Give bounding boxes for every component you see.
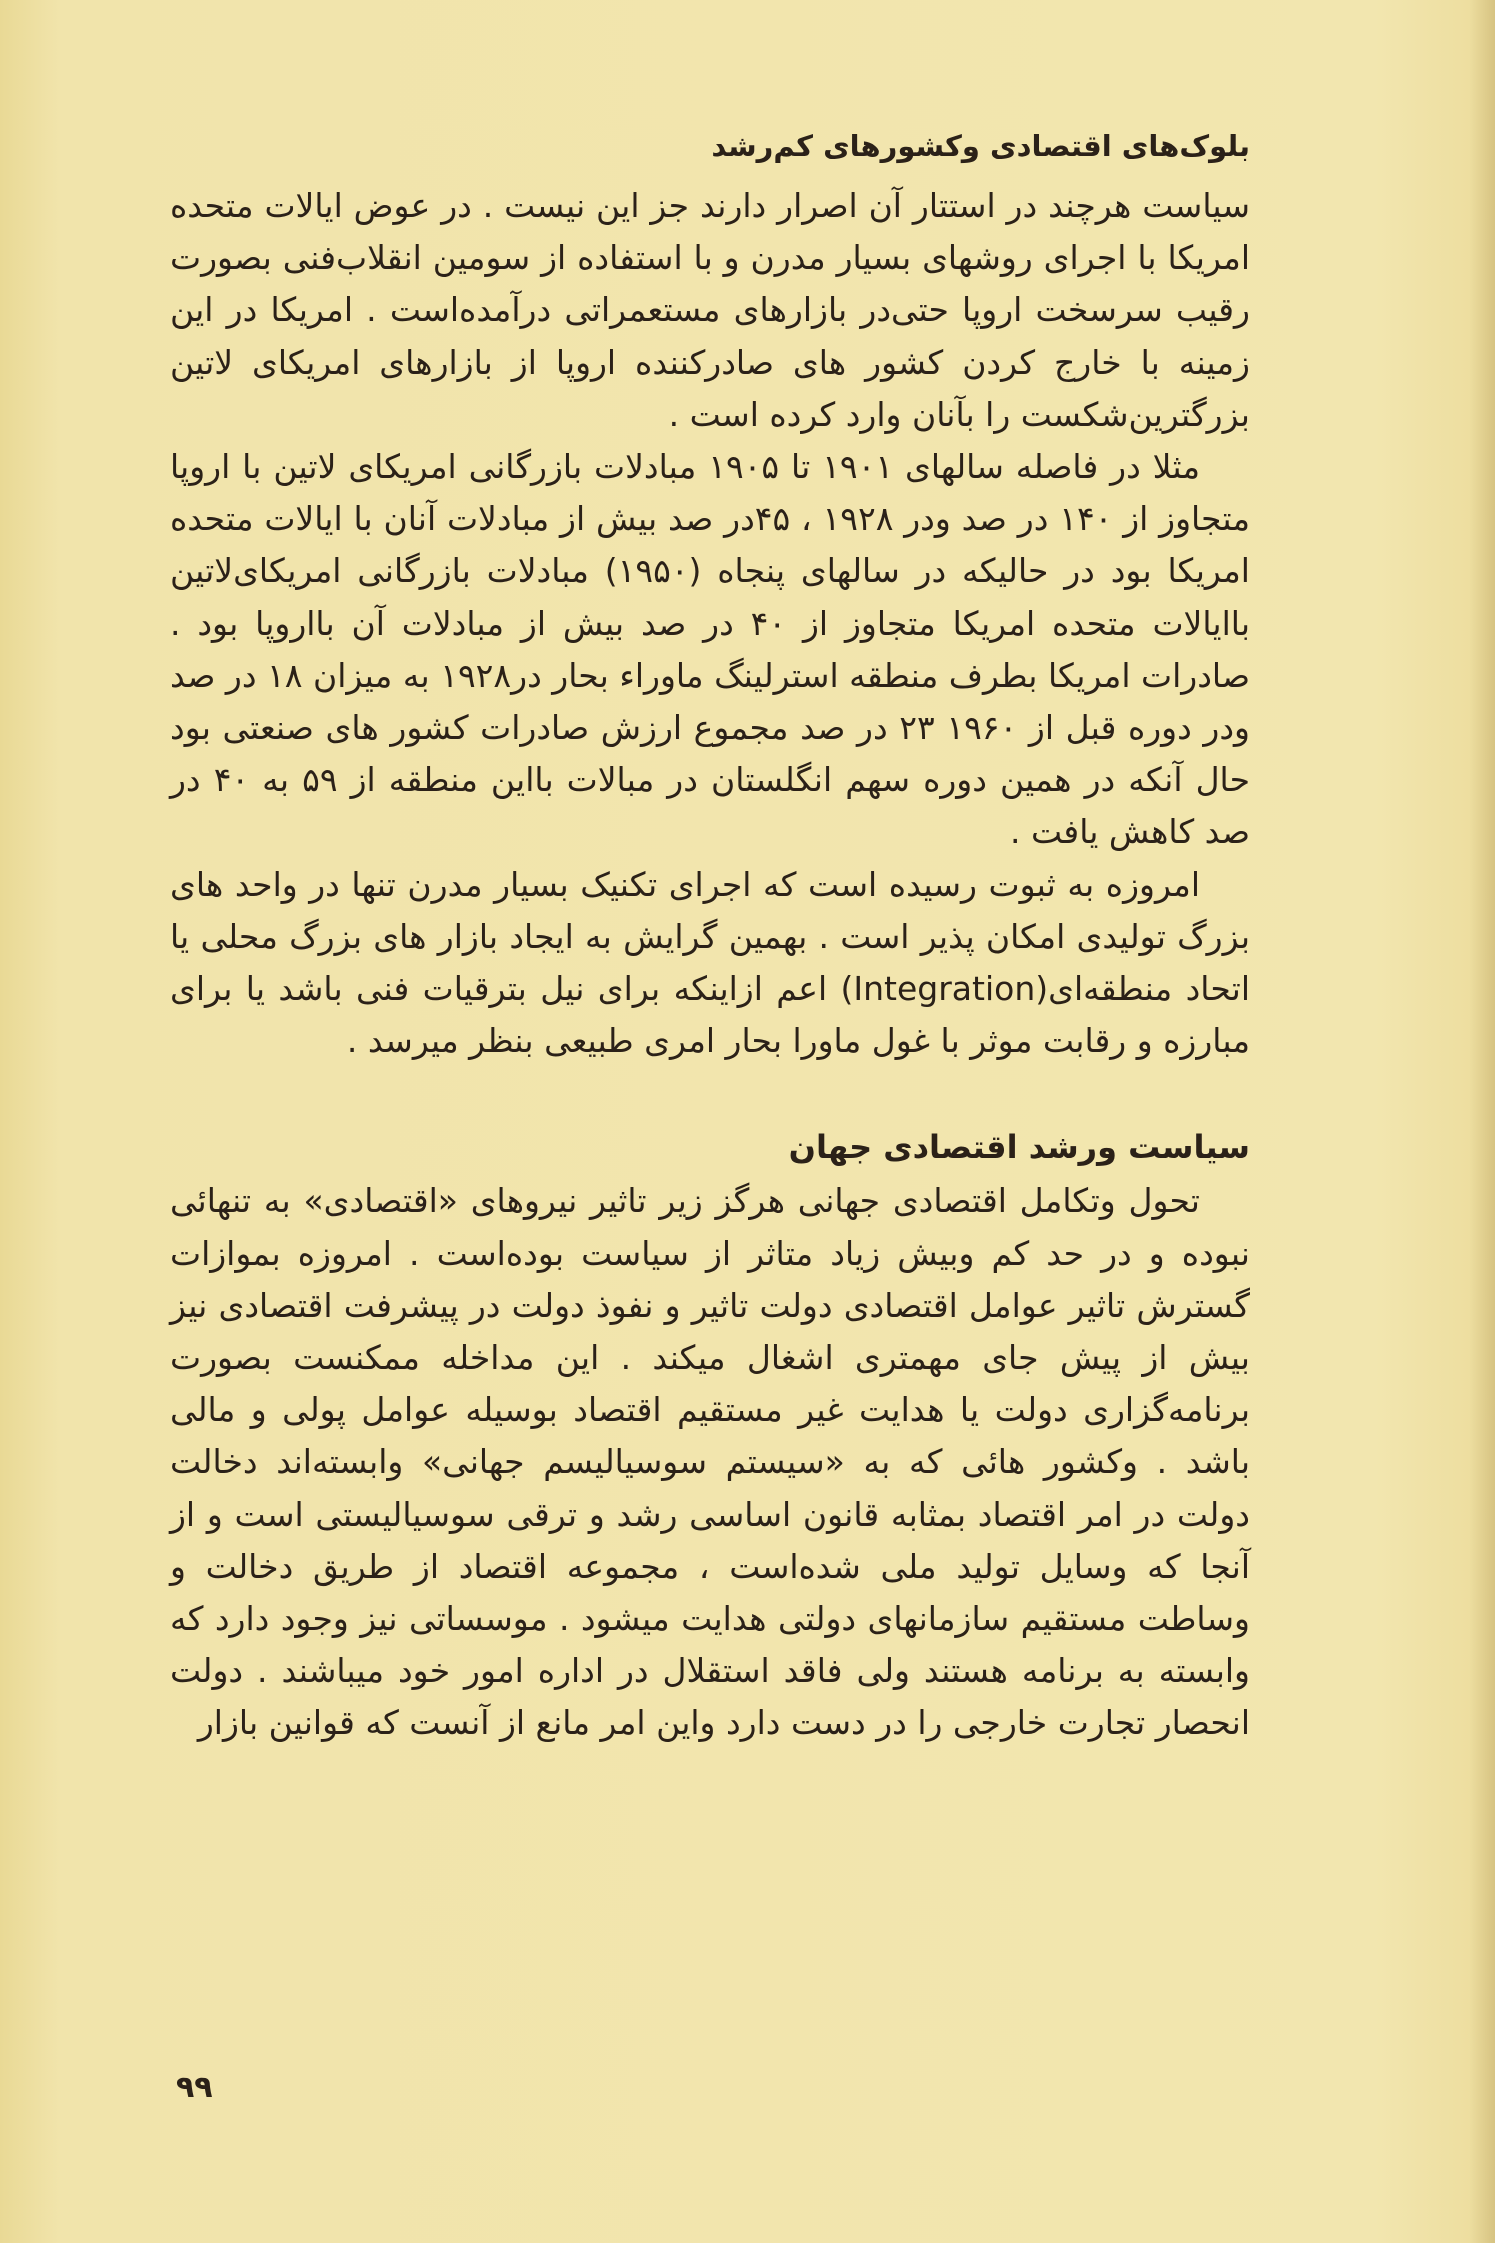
- paragraph-3: امروزه به ثبوت رسیده است که اجرای تکنیک بسیار مدرن تنها در واحد های بزرگ تولیدی امکان پذیر است . بهمین گرایش به ایجاد بازار های بزرگ محلی یا اتحاد منطقه‌ای(Integration) اعم ازاینکه برای نیل بترقیات فنی باشد یا برای مبارزه و رقابت موثر با غول ماورا بحار امری طبیعی بنظر میرسد .: [170, 864, 1250, 1061]
- running-header-title: بلوک‌های اقتصادی وکشورهای کم‌رشد: [711, 129, 1250, 163]
- section-spacer: [170, 1067, 1250, 1119]
- section-heading: سیاست ورشد اقتصادی جهان: [788, 1128, 1250, 1167]
- paragraph-2: مثلا در فاصله سالهای ۱۹۰۱ تا ۱۹۰۵ مبادلات بازرگانی امریکای لاتین با اروپا متجاوز از ۱۴۰ در صد ودر ۱۹۲۸ ، ۴۵در صد بیش از مبادلات آنان با ایالات متحده امریکا بود در حالیکه در سالهای پنجاه (۱۹۵۰) مبادلات بازرگانی امریکای‌لاتین باایالات متحده امریکا متجاوز از ۴۰ در صد بیش از مبادلات آن بااروپا بود . صادرات امریکا بطرف منطقه استرلینگ ماوراء بحار در۱۹۲۸ به میزان ۱۸ در صد ودر دوره قبل از ۱۹۶۰ ۲۳ در صد مجموع ارزش صادرات کشور های صنعتی بود حال آنکه در همین دوره سهم انگلستان در مبالات بااین منطقه از ۵۹ به ۴۰ در صد کاهش یافت .: [170, 447, 1251, 852]
- page-edge-shadow: [1469, 0, 1495, 2243]
- page-number: ۹۹: [176, 2070, 213, 2105]
- paragraph-4: تحول وتکامل اقتصادی جهانی هرگز زیر تاثیر نیروهای «اقتصادی» به تنهائی نبوده و در حد کم وبیش زیاد متاثر از سیاست بوده‌است . امروزه بموازات گسترش تاثیر عوامل اقتصادی دولت تاثیر و نفوذ دولت در پیشرفت اقتصادی نیز بیش از پیش جای مهمتری اشغال میکند . این مداخله ممکنست بصورت برنامه‌گزاری دولت یا هدایت غیر مستقیم اقتصاد بوسیله عوامل پولی و مالی باشد . وکشور هائی که به «سیستم سوسیالیسم جهانی» وابسته‌اند دخالت دولت در امر اقتصاد بمثابه قانون اساسی رشد و ترقی سوسیالیستی است و از آنجا که وسایل تولید ملی شده‌است ، مجموعه اقتصاد از طریق دخالت و وساطت مستقیم سازمانهای دولتی هدایت میشود . موسساتی نیز وجود دارد که وابسته به برنامه هستند ولی فاقد استقلال در اداره امور خود میباشند . دولت انحصار تجارت خارجی را در دست دارد واین امر مانع از آنست که قوانین بازار: [170, 1181, 1250, 1743]
- page-content: [170, 118, 1250, 1750]
- paragraph-1: سیاست هرچند در استتار آن اصرار دارند جز این نیست . در عوض ایالات متحده امریکا با اجرای روشهای بسیار مدرن و با استفاده از سومین انقلاب‌فنی بصورت رقیب سرسخت اروپا حتی‌در بازارهای مستعمراتی درآمده‌است . امریکا در این زمینه با خارج کردن کشور های صادرکننده اروپا از بازارهای امریکای لاتین بزرگترین‌شکست را بآنان وارد کرده است .: [170, 186, 1250, 434]
